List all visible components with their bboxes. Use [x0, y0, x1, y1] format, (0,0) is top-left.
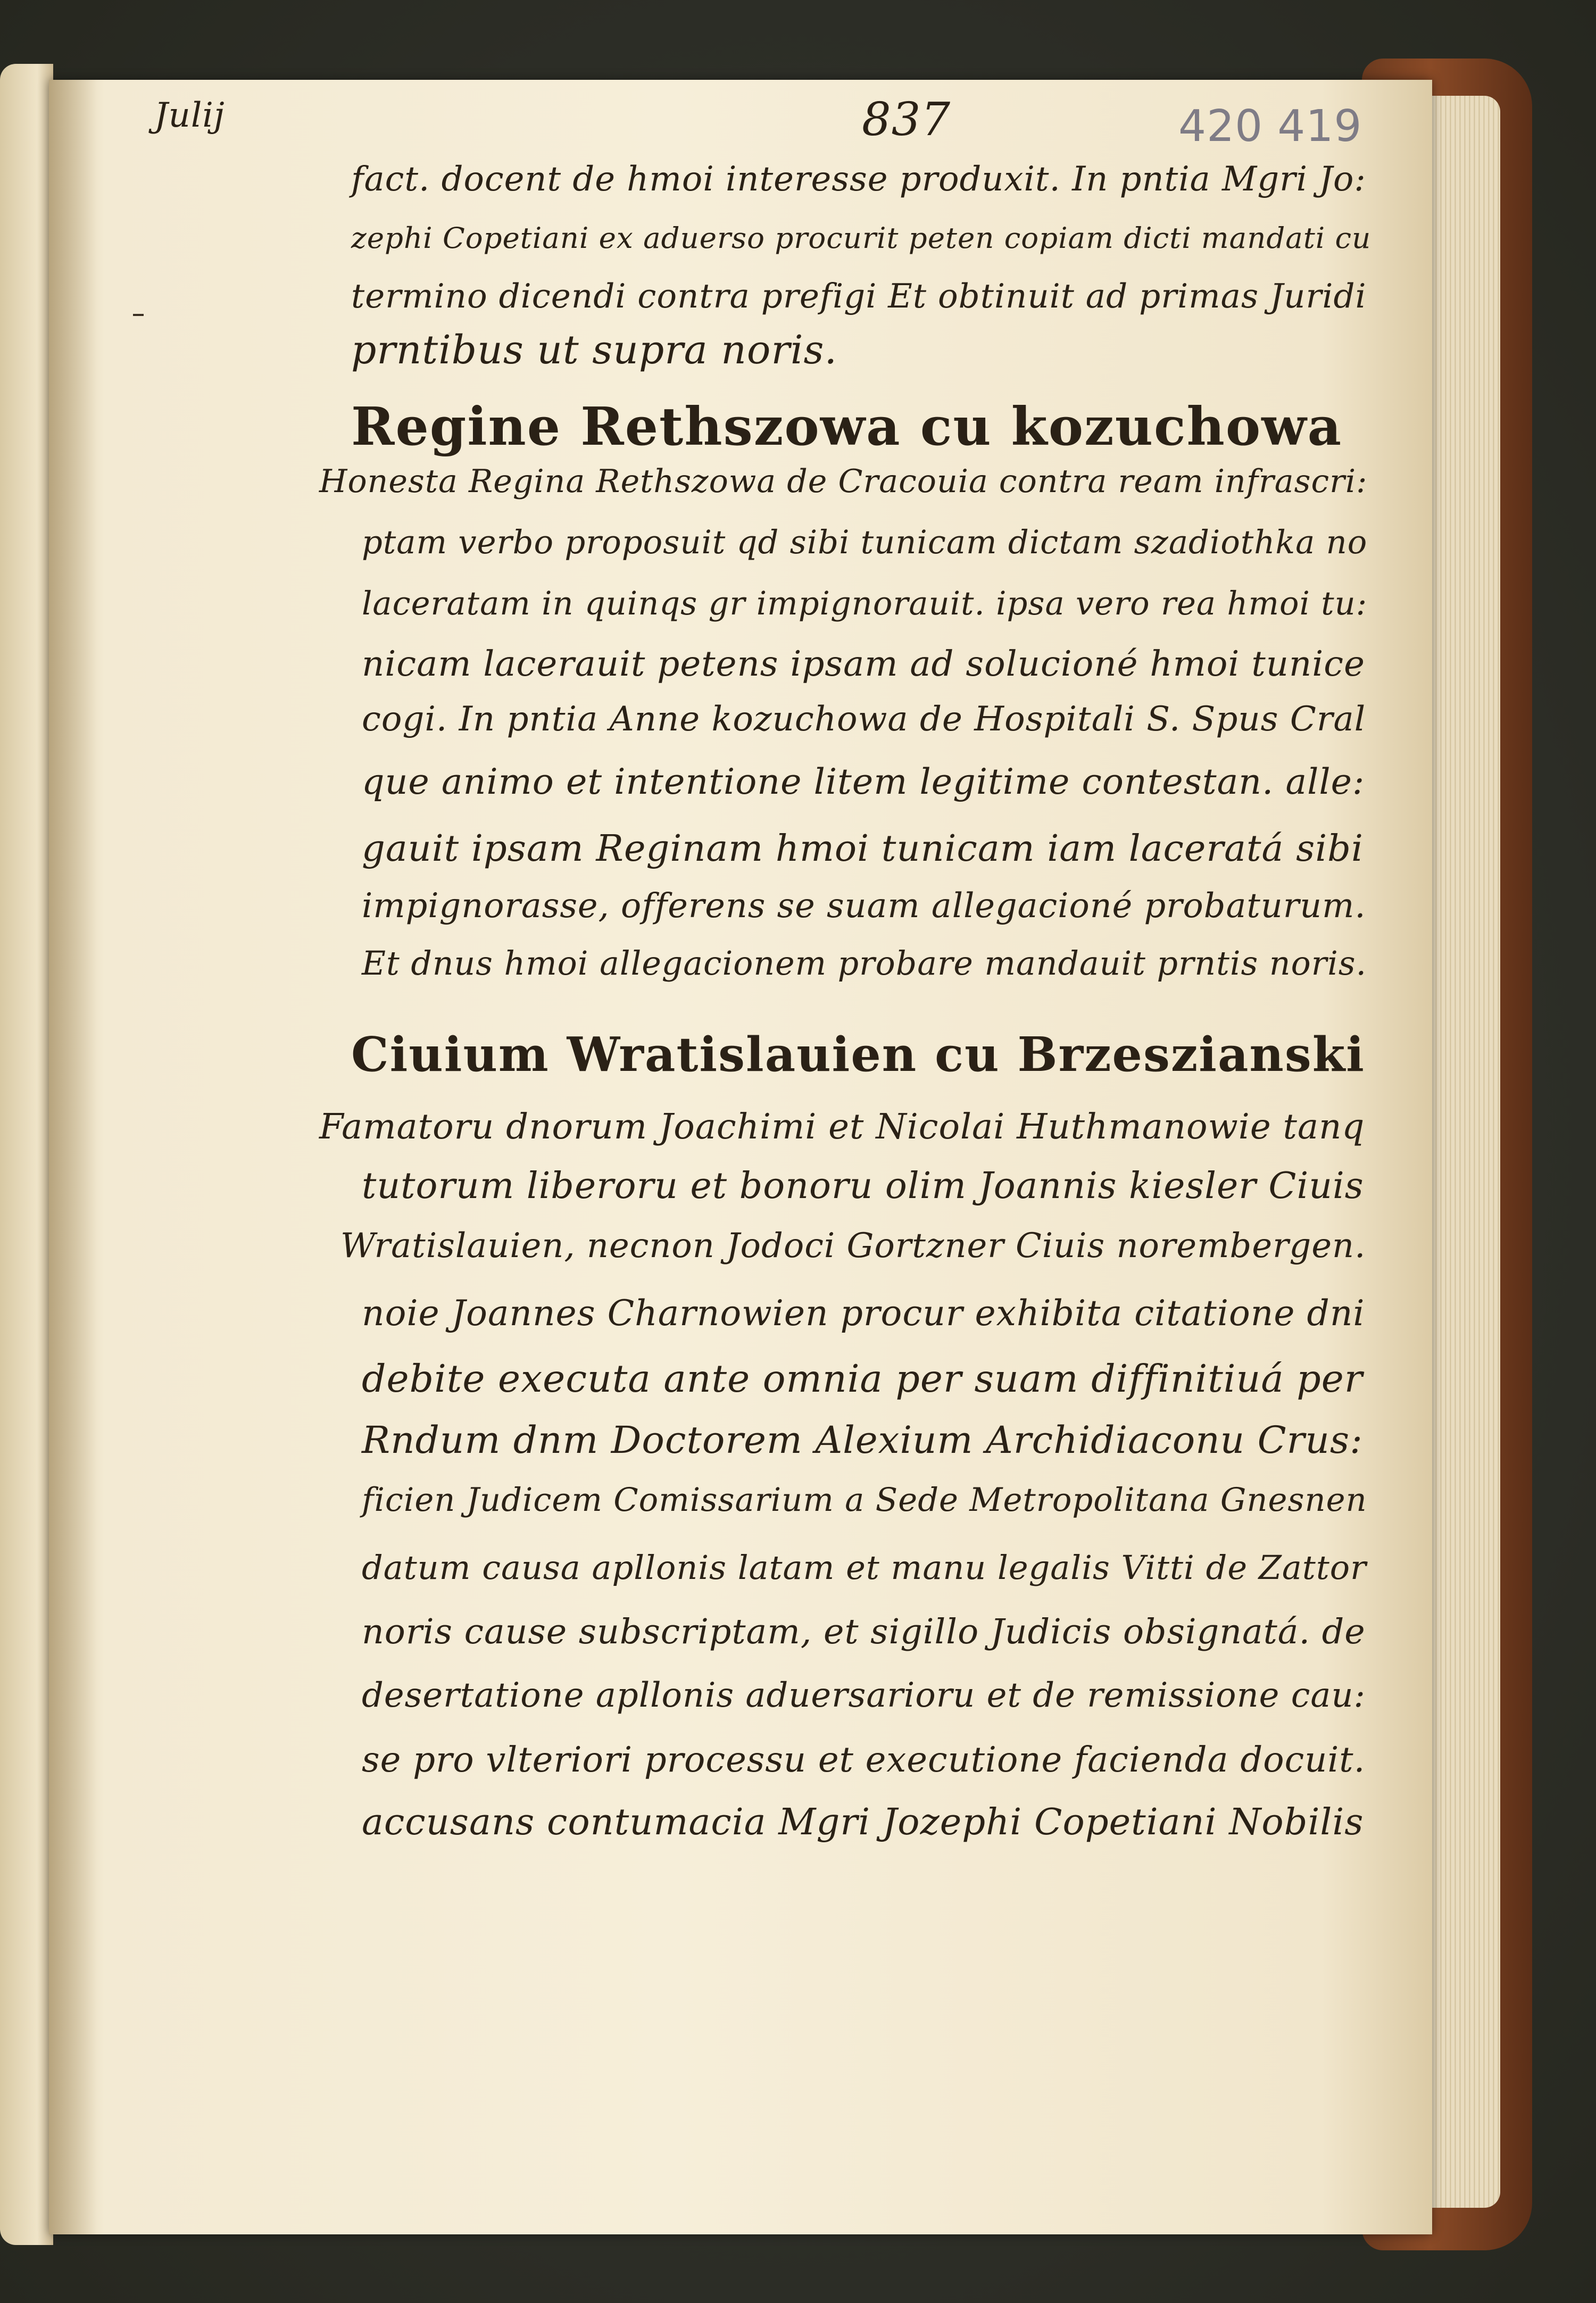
text-line: impignorasse, offerens se suam allegacioné probaturum.: [362, 886, 1366, 925]
gutter-shadow: [49, 80, 97, 2234]
text-line: Famatoru dnorum Joachimi et Nicolai Huthmanowie tanq: [319, 1107, 1365, 1147]
text-line: termino dicendi contra prefigi Et obtinuit ad primas Juridi: [351, 277, 1367, 315]
text-line: debite executa ante omnia per suam diffinitiuá per: [362, 1357, 1363, 1401]
facing-page-edge: [0, 64, 53, 2245]
text-line: Rndum dnm Doctorem Alexium Archidiaconu Crus:: [362, 1418, 1363, 1462]
entry-heading: Ciuium Wratislauien cu Brzeszianski: [351, 1027, 1365, 1082]
margin-mark: [133, 314, 144, 316]
text-line: nicam lacerauit petens ipsam ad solucioné hmoi tunice: [362, 644, 1365, 684]
text-line: se pro vlteriori processu et executione facienda docuit.: [362, 1740, 1366, 1780]
text-line: Honesta Regina Rethszowa de Cracouia contra ream infrascri:: [319, 463, 1368, 500]
text-line: tutorum liberoru et bonoru olim Joannis kiesler Ciuis: [362, 1165, 1364, 1207]
text-line: accusans contumacia Mgri Jozephi Copetiani Nobilis: [362, 1801, 1364, 1843]
text-line: prntibus ut supra noris.: [351, 327, 838, 373]
text-line: fact. docent de hmoi interesse produxit. In pntia Mgri Jo:: [351, 160, 1366, 199]
text-line: cogi. In pntia Anne kozuchowa de Hospitali S. Spus Cral: [362, 700, 1366, 739]
text-line: noris cause subscriptam, et sigillo Judicis obsignatá. de: [362, 1612, 1366, 1652]
pencil-foliation: 420 419: [1178, 101, 1362, 152]
text-line: gauit ipsam Reginam hmoi tunicam iam laceratá sibi: [362, 827, 1364, 870]
entry-heading: Regine Rethszowa cu kozuchowa: [351, 396, 1343, 458]
text-line: ptam verbo proposuit qd sibi tunicam dictam szadiothka no: [362, 524, 1368, 561]
text-line: Et dnus hmoi allegacionem probare mandauit prntis noris.: [362, 944, 1367, 983]
folio-number: 837: [862, 93, 951, 146]
text-line: laceratam in quinqs gr impignorauit. ipsa vero rea hmoi tu:: [362, 585, 1368, 622]
text-line: ficien Judicem Comissarium a Sede Metropolitana Gnesnen: [362, 1482, 1367, 1519]
month-label: Julij: [154, 96, 225, 135]
text-line: Wratislauien, necnon Jodoci Gortzner Ciuis norembergen.: [340, 1226, 1366, 1266]
text-line: desertatione apllonis aduersarioru et de remissione cau:: [362, 1676, 1366, 1715]
text-line: que animo et intentione litem legitime contestan. alle:: [362, 761, 1365, 802]
text-line: noie Joannes Charnowien procur exhibita citatione dni: [362, 1293, 1365, 1334]
text-line: datum causa apllonis latam et manu legalis Vitti de Zattor: [362, 1548, 1367, 1587]
text-line: zephi Copetiani ex aduerso procurit peten copiam dicti mandati cu: [351, 221, 1371, 255]
